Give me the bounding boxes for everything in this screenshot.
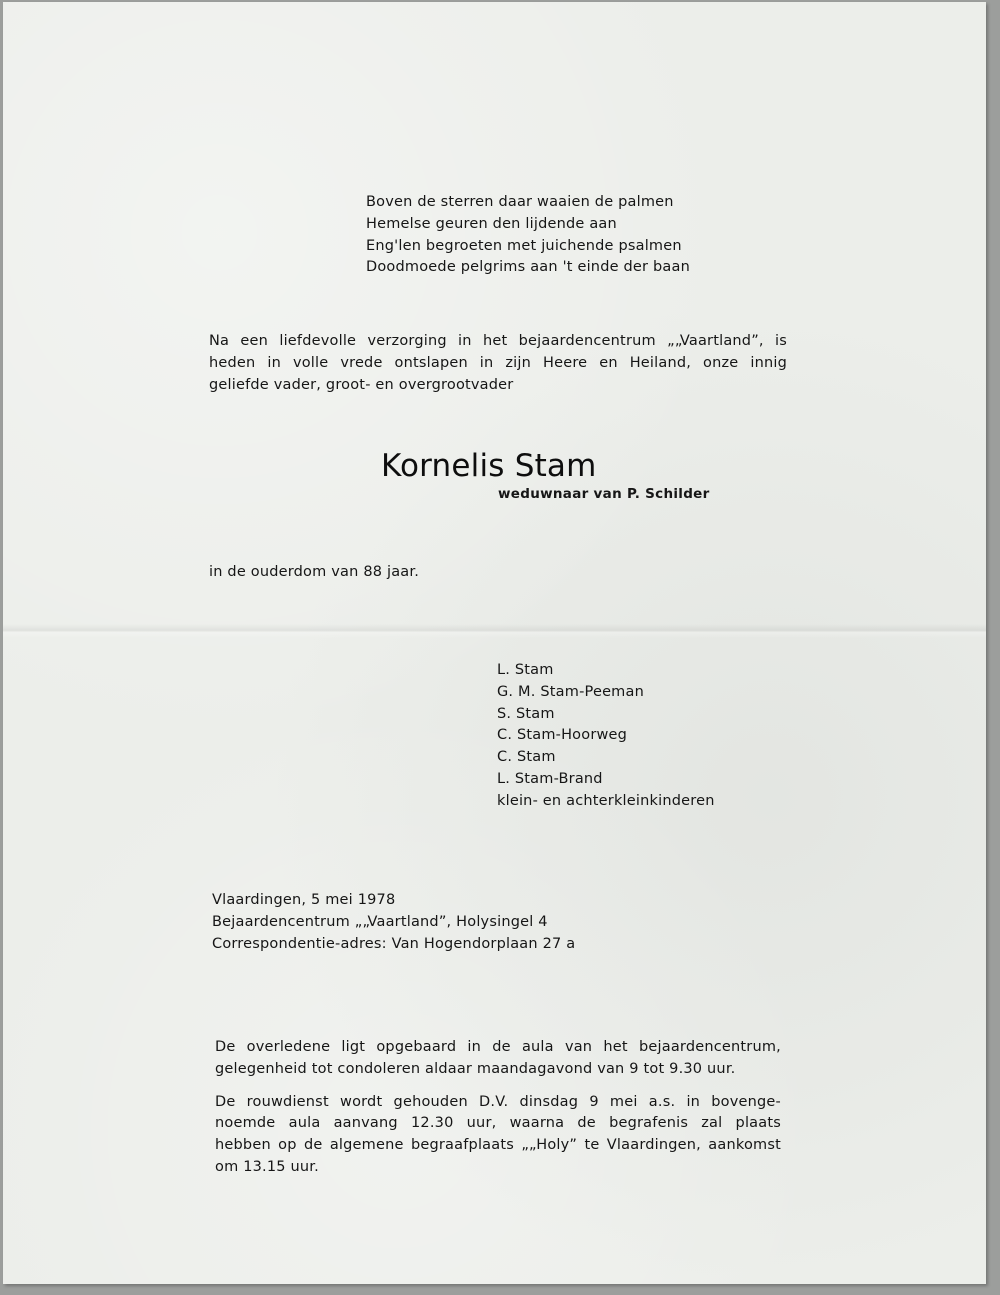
intro-line: heden in volle vrede ontslapen in zijn Heere en Heiland, onze innig [209,354,787,371]
notice-line: hebben op de algemene begraafplaats „„Holy” te Vlaardingen, aankomst [215,1137,781,1154]
notice-line: De rouwdienst wordt gehouden D.V. dinsdag 9 mei a.s. in bovenge- [215,1093,781,1110]
family-member: S. Stam [497,705,555,722]
poem-line: Eng'len begroeten met juichende psalmen [366,237,682,254]
family-list [497,660,715,813]
family-member: L. Stam [497,662,554,678]
poem-line: Doodmoede pelgrims aan 't einde der baan [366,259,690,276]
notice-line: noemde aula aanvang 12.30 uur, waarna de begrafenis zal plaats [215,1115,781,1132]
funeral-notice-card [3,2,986,1284]
family-member: L. Stam-Brand [497,770,603,787]
family-member: G. M. Stam-Peeman [497,683,644,700]
poem-line: Hemelse geuren den lijdende aan [366,215,617,232]
intro-line: Na een liefdevolle verzorging in het bejaardencentrum „„Vaartland”, is [209,333,787,349]
address-line: Bejaardencentrum „„Vaartland”, Holysingel 4 [212,913,548,930]
paper-fold-crease [3,624,986,638]
family-member: klein- en achterkleinkinderen [497,792,715,809]
intro-line: geliefde vader, groot- en overgrootvader [209,376,514,393]
family-member: C. Stam [497,749,556,766]
funeral-arrangements [215,1037,781,1179]
deceased-name: Kornelis Stam [381,448,597,484]
deceased-subtitle: weduwnaar van P. Schilder [498,486,710,502]
notice-line: om 13.15 uur. [215,1158,319,1175]
family-member: C. Stam-Hoorweg [497,727,628,744]
announcement-intro [209,331,787,396]
poem-line: Boven de sterren daar waaien de palmen [366,194,674,210]
notice-line: gelegenheid tot condoleren aldaar maandagavond van 9 tot 9.30 uur. [215,1060,736,1077]
notice-line: De overledene ligt opgebaard in de aula van het bejaardencentrum, [215,1039,781,1055]
correspondence-address: Correspondentie-adres: Van Hogendorplaan 27 a [212,935,576,952]
place-and-date [212,890,575,955]
age-line: in de ouderdom van 88 jaar. [209,564,420,580]
place-date-line: Vlaardingen, 5 mei 1978 [212,892,396,908]
poem [366,192,690,279]
